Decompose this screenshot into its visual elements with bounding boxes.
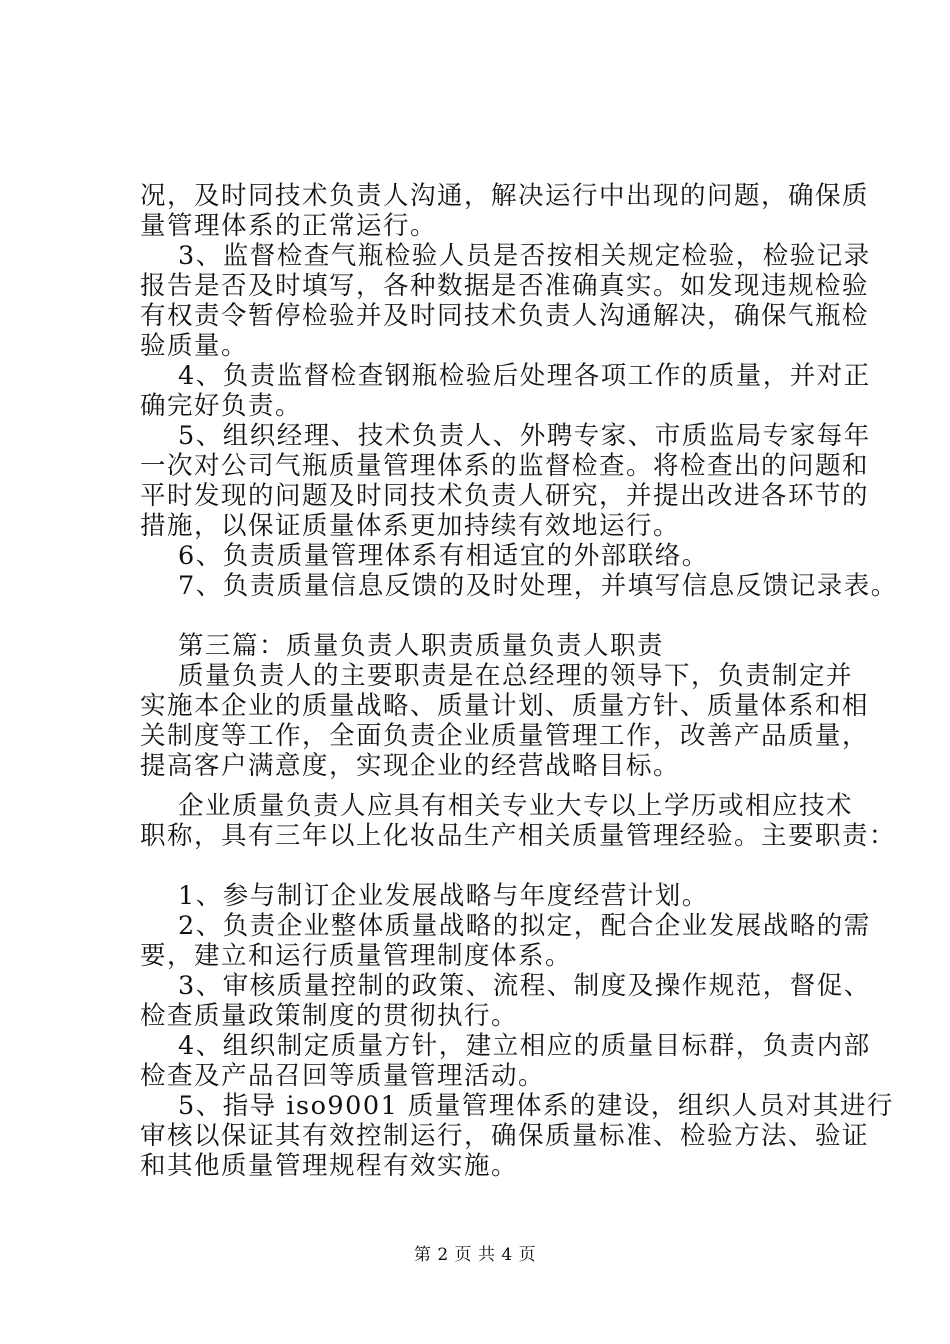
text-line: 报告是否及时填写，各种数据是否准确真实。如发现违规检验: [140, 271, 870, 301]
text-line: 4、负责监督检查钢瓶检验后处理各项工作的质量，并对正: [178, 361, 871, 391]
text-line: 检查质量政策制度的贯彻执行。: [140, 1001, 519, 1031]
text-line: 4、组织制定质量方针，建立相应的质量目标群，负责内部: [178, 1031, 871, 1061]
text-line: 3、审核质量控制的政策、流程、制度及操作规范，督促、: [178, 971, 871, 1001]
section-heading: 第三篇：质量负责人职责质量负责人职责: [178, 631, 665, 661]
text-line: 况，及时同技术负责人沟通，解决运行中出现的问题，确保质: [140, 181, 870, 211]
text-line: 职称，具有三年以上化妆品生产相关质量管理经验。主要职责：: [140, 821, 897, 851]
text-line: 5、指导 iso9001 质量管理体系的建设，组织人员对其进行: [178, 1091, 894, 1121]
text-line: 一次对公司气瓶质量管理体系的监督检查。将检查出的问题和: [140, 451, 870, 481]
text-line: 要，建立和运行质量管理制度体系。: [140, 941, 573, 971]
text-line: 实施本企业的质量战略、质量计划、质量方针、质量体系和相: [140, 691, 870, 721]
text-line: 确完好负责。: [140, 391, 303, 421]
text-line: 量管理体系的正常运行。: [140, 211, 438, 241]
text-line: 7、负责质量信息反馈的及时处理，并填写信息反馈记录表。: [178, 571, 898, 601]
page-footer: 第 2 页 共 4 页: [413, 1245, 537, 1265]
text-line: 关制度等工作，全面负责企业质量管理工作，改善产品质量，: [140, 721, 870, 751]
text-line: 5、组织经理、技术负责人、外聘专家、市质监局专家每年: [178, 421, 871, 451]
text-line: 审核以保证其有效控制运行，确保质量标准、检验方法、验证: [140, 1121, 870, 1151]
text-line: 和其他质量管理规程有效实施。: [140, 1151, 519, 1181]
text-line: 企业质量负责人应具有相关专业大专以上学历或相应技术: [178, 791, 854, 821]
text-line: 提高客户满意度，实现企业的经营战略目标。: [140, 751, 681, 781]
text-line: 质量负责人的主要职责是在总经理的领导下，负责制定并: [178, 661, 854, 691]
text-line: 平时发现的问题及时同技术负责人研究，并提出改进各环节的: [140, 481, 870, 511]
text-line: 2、负责企业整体质量战略的拟定，配合企业发展战略的需: [178, 911, 871, 941]
text-line: 检查及产品召回等质量管理活动。: [140, 1061, 546, 1091]
text-line: 6、负责质量管理体系有相适宜的外部联络。: [178, 541, 709, 571]
text-line: 1、参与制订企业发展战略与年度经营计划。: [178, 881, 709, 911]
text-line: 措施，以保证质量体系更加持续有效地运行。: [140, 511, 681, 541]
text-line: 有权责令暂停检验并及时同技术负责人沟通解决，确保气瓶检: [140, 301, 870, 331]
text-line: 验质量。: [140, 331, 249, 361]
text-line: 3、监督检查气瓶检验人员是否按相关规定检验，检验记录: [178, 241, 871, 271]
